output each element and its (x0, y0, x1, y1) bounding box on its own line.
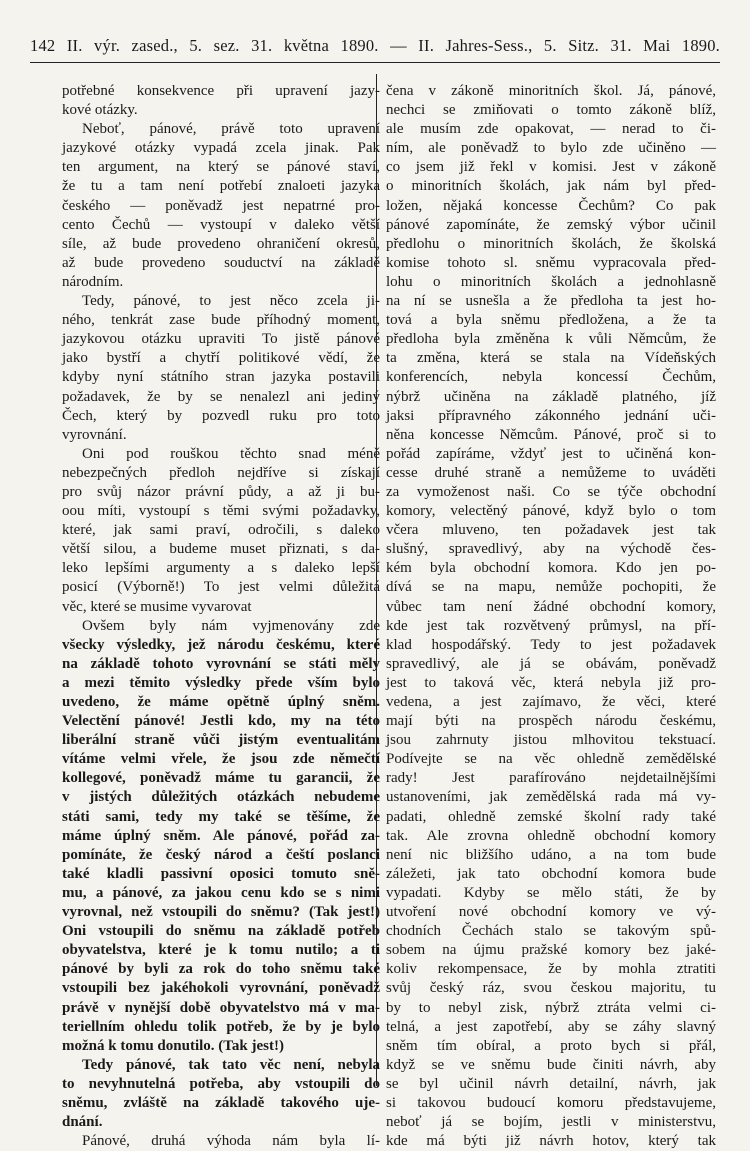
text-line: ten argument, na který se pánové staví, (62, 159, 380, 176)
text-line: na ní se usnešla a že předloha ta jest ho- (386, 293, 716, 310)
text-line: vstoupili bez jakéhokoli vyrovnání, poněvadž (62, 980, 380, 997)
text-line: vítáme velmi vřele, že jsou zde němečtí (62, 751, 380, 768)
text-line: telná, a jest zapotřebí, aby se záhy slavný (386, 1018, 716, 1035)
text-line: teriellním ohledu tolik potřeb, že by je bylo (62, 1018, 380, 1035)
text-line: si takovou budoucí komoru představujeme, (386, 1094, 716, 1111)
left-column (62, 82, 380, 1151)
text-line: by to nebyl zisk, nýbrž ztráta velmi ci- (386, 999, 716, 1016)
text-line: jako bystří a chytří politikové vědí, že (62, 350, 380, 367)
text-line: sněm tím obíral, a proto bych si přál, (386, 1037, 716, 1054)
text-line: nýbrž učiněna na základě platného, jíž (386, 388, 716, 405)
text-line: ného, tenkrát zase bude příhodný moment, (62, 312, 380, 329)
text-line: se byl učinil návrh detailní, návrh, jak (386, 1075, 716, 1092)
text-line: neboť já se bojím, jestli v ministerstvu, (386, 1114, 716, 1131)
text-line: Tedy pánové, tak tato věc není, nebyla (82, 1056, 380, 1073)
text-line: kové otázky. (62, 102, 138, 119)
text-line: tová a byla sněmu předložena, a že ta (386, 312, 716, 329)
text-line: čena v zákoně minoritních škol. Já, pánové, (386, 83, 716, 99)
right-column (386, 82, 716, 1151)
text-line: uvedeno, že máme opětně úplný sněm. (62, 694, 380, 710)
text-line: komise tohoto sl. sněmu vypracovala před- (386, 254, 716, 271)
text-line: předloha byla změněna k vůli Němcům, že (386, 331, 716, 348)
text-line: ustanoveními, jak zemědělská rada má vy- (386, 789, 716, 806)
text-line: chodních Čechách stalo se takovým spů- (386, 923, 716, 940)
text-line: pánové zapomínáte, že zemský výbor učinil (386, 216, 716, 233)
text-line: konferencích, nebyla koncessí Čechům, (386, 369, 716, 386)
text-line: jazykovou otázku upraviti To jistě pánové (62, 331, 380, 348)
text-line: máme úplný sněm. Ale pánové, pořád za- (62, 827, 380, 844)
text-line: slušný, spravedlivý, aby na východě čes- (386, 541, 716, 558)
text-line: věc, které se musime vyvarovat (62, 598, 252, 615)
text-line: to nevyhnutelná potřeba, aby vstoupili do (62, 1075, 380, 1092)
text-line: jazykové otázky vypadá zcela jinak. Pak (62, 140, 380, 157)
text-line: pomínáte, že český národ a čeští poslanci (62, 846, 380, 863)
text-line: Oni vstoupili do sněmu na základě potřeb (62, 923, 380, 940)
text-line: padati, ohledně zemské školní rady také (386, 808, 716, 825)
page-header: 142 II. výr. zased., 5. sez. 31. května 1890. — II. Jahres-Sess., 5. Sitz. 31. Mai 1890. (30, 30, 720, 63)
text-line: mají býti na prospěch národu českému, (386, 713, 716, 730)
text-line: něna koncesse Němcům. Pánové, proč si to (386, 426, 716, 443)
text-line: za vymoženost naši. Co se týče obchodní (386, 483, 716, 500)
text-line: klad hospodářský. Tedy to jest požadavek (386, 636, 716, 653)
text-line: až bude provedeno souductví na základě (62, 254, 380, 271)
text-line: jaksi přípravného zákonného jednání uči- (386, 407, 716, 424)
text-line: že tu a tam není potřebí znaloeti jazyka (62, 178, 380, 195)
text-line: ním, ale poněvadž to bylo zde učiněno — (386, 140, 716, 157)
text-line: mu, a pánové, za jakou cenu kdo se s nimi (62, 884, 380, 901)
text-line: koliv rekompensace, že by mohla ztratiti (386, 961, 716, 978)
text-line: rady! Jest parafírováno nejdetailnějšími (386, 770, 716, 787)
text-line: cesse druhé straně a nemůžeme to uváděti (386, 464, 716, 481)
text-line: cento Čechů — vystoupí v daleko větší (62, 216, 380, 233)
text-line: vůbec tam není žádné obchodní komory, (386, 598, 716, 615)
text-line: obyvatelstva, které je k tomu nutilo; a ti (62, 942, 380, 959)
text-line: kde má býti již návrh hotov, který tak (386, 1133, 716, 1150)
text-line: a mezi těmito výsledky přede vším bylo (62, 674, 380, 691)
text-line: dívá se na mapu, nemůže pochopiti, že (386, 579, 716, 596)
text-line: požadavek, že by se nenalezl ani jediný (62, 388, 380, 405)
text-line: předlohu o minoritních školách, že školská (386, 235, 716, 252)
text-line: vypadati. Kdyby se mělo státi, že by (386, 884, 716, 901)
text-line: které, jak sami praví, odročili, s daleko (62, 522, 380, 539)
text-line: lohu o minoritních školách a jednohlasně (386, 273, 716, 290)
text-line: leko lepšími argumenty a s daleko lepší (62, 560, 380, 577)
text-line: dnání. (62, 1114, 103, 1131)
text-line: jest to taková věc, která nebyla již pro- (386, 674, 716, 691)
text-line: právě v nynější době obyvatelstvo má v ma- (62, 999, 380, 1016)
text-line: posicí (Výborně!) To jest velmi důležitá (62, 579, 380, 596)
text-line: kde jest tak rozvětvený průmysl, na pří- (386, 617, 716, 634)
text-line: pro svůj názor právní půdy, a až ji bu- (62, 483, 380, 500)
text-line: Čech, který by pozvedl ruku pro toto (62, 407, 380, 424)
text-line: Pánové, druhá výhoda nám byla lí- (82, 1133, 380, 1150)
text-line: vyrovnal, než vstoupili do sněmu? (Tak jest!) (62, 904, 380, 921)
text-line: Velectění pánové! Jestli kdo, my na této (62, 713, 380, 730)
text-line: Ovšem byly nám vyjmenovány zde (82, 617, 380, 634)
text-line: záležeti, jak tato obchodní komora bude (386, 865, 716, 882)
text-line: není nic bližšího udáno, a na tom bude (386, 846, 716, 863)
text-line: když se ve sněmu bude činiti návrh, aby (386, 1056, 716, 1073)
text-line: síle, až bude provedeno ohraničení okresů, (62, 235, 380, 252)
text-line: Tedy, pánové, to jest něco zcela ji- (82, 293, 380, 310)
text-line: sobem na újmu pražské komory bez jaké- (386, 942, 716, 959)
text-line: tak. Ale zrovna ohledně obchodní komory (386, 827, 716, 844)
text-line: utvoření nové obchodní komory ve vý- (386, 904, 716, 921)
text-line: jsou zahrnuty jistou mlhovitou tekstuací. (386, 732, 716, 749)
text-line: svůj český ráz, svou českou majoritu, tu (386, 980, 716, 997)
text-line: Neboť, pánové, právě toto upravení (82, 121, 380, 138)
text-line: pánové by byli za rok do toho sněmu také (62, 961, 380, 978)
text-line: v jistých důležitých otázkách nebudeme (62, 789, 380, 806)
text-line: kollegové, poněvadž máme tu garancii, že (62, 770, 380, 787)
text-line: vyrovnání. (62, 426, 127, 443)
text-line: kém byla obchodní komora. Kdo jen po- (386, 560, 716, 577)
text-line: liberální straně vůči jistým eventualitám (62, 732, 380, 749)
text-line: všecky výsledky, jež národu českému, které (62, 636, 380, 653)
text-line: sněmu, zvláště na základě takového uje- (62, 1094, 380, 1111)
text-line: ale musím zde opakovat, — nerad to či- (386, 121, 716, 138)
text-line: oou míti, vystoupí s těmi svými požadavky, (62, 503, 380, 520)
text-line: spravedlivý, ale já se obávám, poněvadž (386, 655, 716, 672)
text-line: ta změna, která se stala na Vídeňských (386, 350, 716, 367)
text-line: větší silou, a budeme muset přiznati, s da- (62, 541, 380, 558)
text-line: Oni pod rouškou těchto snad méně (82, 445, 380, 462)
text-line: nebezpečných předloh nejdříve si získají (62, 464, 380, 481)
text-line: národním. (62, 273, 124, 290)
text-line: kdyby nyní státního stran jazyka postavili (62, 369, 380, 386)
text-line: ložen, nějaká koncesse Čechům? Co pak (386, 197, 716, 214)
text-line: komory, velectěný pánové, když bylo o tom (386, 503, 716, 520)
text-line: také kladli passivní oposici tomuto sně- (62, 865, 380, 882)
text-line: státi sami, tedy my také se těšíme, že (62, 808, 380, 825)
text-line: možná k tomu donutilo. (Tak jest!) (62, 1037, 284, 1054)
text-line: na základě tohoto vyrovnání se státi měly (62, 655, 380, 672)
text-line: co jsem již řekl v komisi. Jest v zákoně (386, 159, 716, 176)
text-line: vedena, a jest zajímavo, že věci, které (386, 694, 716, 710)
text-line: Podívejte se na věc ohledně zemědělské (386, 751, 716, 768)
text-line: nechci se zmiňovati o tomto zákoně blíž, (386, 102, 716, 119)
text-line: o minoritních školách, jak nám byl před- (386, 178, 716, 195)
text-line: českého — poněvadž jest nepatrné pro- (62, 197, 380, 214)
text-line: pořád zapíráme, vždyť jest to učiněná kon- (386, 445, 716, 462)
text-line: potřebné konsekvence při upravení jazy- (62, 83, 380, 99)
text-line: včera mluveno, ten požadavek jest tak (386, 522, 716, 539)
